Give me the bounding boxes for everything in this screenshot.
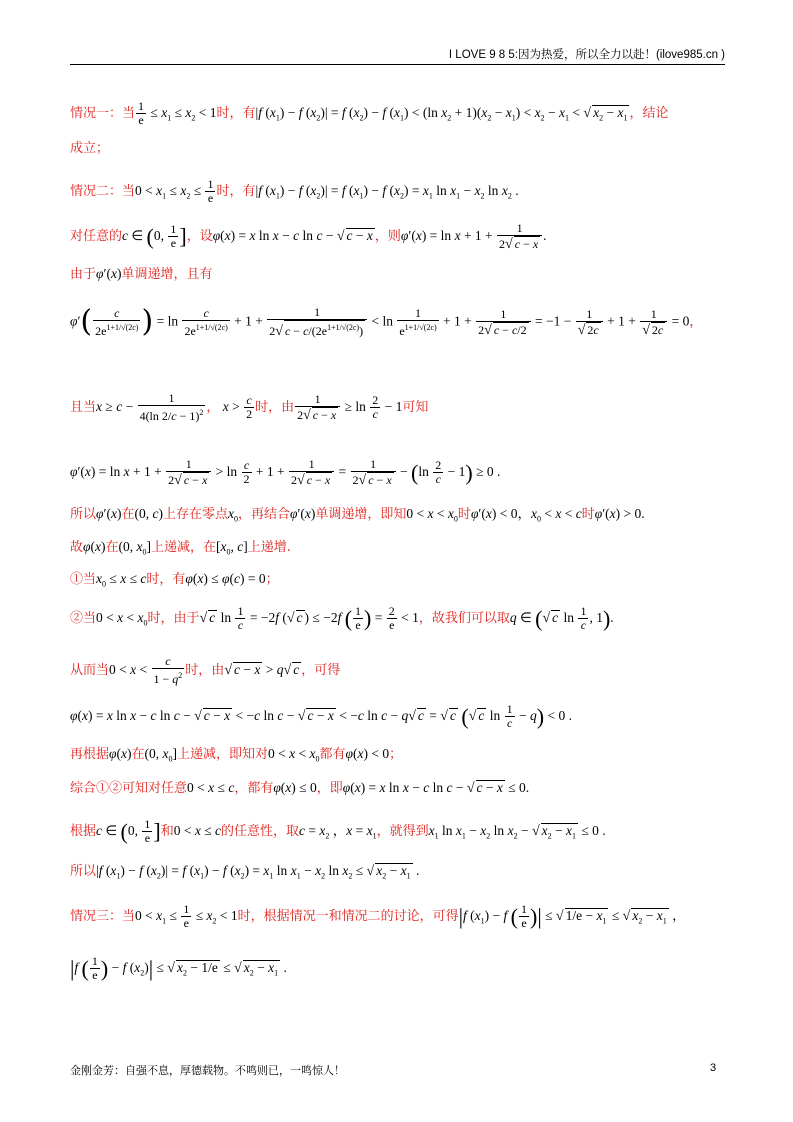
again-line: 再根据φ(x)在(0, $x_0$]上递减，即知对$0 < x < x_0$都有φ(x) < 0；: [70, 746, 403, 764]
phi-negative-line: φ(x) = x ln x − c ln c − √ c − x < −c ln c − √ c − x < −c ln c − q√ c = √ c (√ c ln $\frac{1}{c}$ − q) < 0 .: [70, 702, 572, 730]
case1-holds: 成立；: [70, 141, 110, 156]
page-number: 3: [710, 1062, 717, 1074]
arbitrary-line: 根据c ∈ (0, $\frac{1}{e}$ ]和0 < x ≤ c的任意性，取$c = x_2$ ，$x = x_1$，就得到$x_1$ $\ln x_1 - x_2$ $\ln x_2$ − √ $x_2 - x_1 \le 0$ .: [70, 817, 606, 845]
hence-line: 从而当0 < x < $\frac{c}{1 - q^2}$ 时，由√ c − x > q√ c ，可得: [70, 654, 341, 686]
case3-line: 情况三：当$0 < x_1$ ≤ $\frac{1}{e}$ ≤ $x_2 < 1$时，根据情况一和情况二的讨论，可得|f $(x_1) - f$ ( $\frac{1}{e}$ )| ≤ √ $1/e - x_1$ ≤ √ $x_2 - x_1$ ，: [70, 902, 686, 930]
zero-point-line: 所以φ′(x)在(0, c)上存在零点$x_0$，再结合φ′(x)单调递增，即知$0 < x < x_0$时φ′(x) < 0，$x_0 < x < c$时φ′(x) > 0.: [70, 506, 645, 524]
therefore-line: 所以|f $(x_1) - f$ $(x_2)| = f$ $(x_1) - f$ $(x_2) = x_1$ $\ln x_1 - x_2$ $\ln x_2$ ≤ √ $x_2 - x_1$ .: [70, 862, 730, 886]
derivative-positive-line: φ′(x) = ln x + 1 + $\frac{1}{2√ c - x}$ > ln $\frac{c}{2}$ + 1 + $\frac{1}{2√ c - x}$ = $\frac{1}{2√ c - x}$ − (ln $\frac{2}{c}$ − 1) ≥ 0 .: [70, 457, 501, 488]
footer-motto: 金刚金芳：自强不息，厚德载物。不鸣则已，一鸣惊人！: [70, 1065, 345, 1077]
case1-label: 情况一：当: [70, 106, 136, 121]
header-divider: [70, 64, 725, 65]
derivative-estimate: φ′( $\frac{c}{2e^{1+1/√(2c)}}$ ) = ln $\frac{c}{2e^{1+1/√(2c)}}$ + 1 + $\frac{1}{2√ c - c/(2e^{1+1/√(2c)})}$ < ln $\frac{1}{e^{1+1/√(2c)}}$ + 1 + $\frac{1}{2√ c - c/2}$ = −1 − $\frac{1}{√ 2c}$ + 1 + $\frac{1}{√ 2c}$ = 0，: [70, 304, 703, 339]
and-when-line: 且当x ≥ c − $\frac{1}{4(\ln 2/c - 1)^2}$ ， x > $\frac{c}{2}$ 时，由 $\frac{1}{2√ c - x}$ ≥ ln $\frac{2}{c}$ − 1可知: [70, 391, 429, 423]
circle1-line: ①当$x_0 \le x \le c$时，有φ(x) ≤ φ(c) = 0；: [70, 571, 279, 589]
case2-line: 情况二：当$0 < x_1 \le x_2$ ≤ $\frac{1}{e}$ 时，有|f $(x_1) - f$ $(x_2)| = f$ $(x_1) - f$ $(x_2) = x_1$ $\ln x_1 - x_2$ $\ln x_2$ .: [70, 177, 519, 205]
case1-line: 情况一：当 $\frac{1}{e}$ ≤ $x_1 \le x_2 < 1$时，有|f $(x_1) - f$ $(x_2)| = f$ $(x_2) - f$ $(x_1) < (\ln$ $x_2 + 1)(x_2 - x_1) < x_2 - x_1$ < √ $x_2 - x_1$ ，结论: [70, 99, 669, 127]
page-header: I LOVE 9 8 5:因为热爱，所以全力以赴！(ilove985.cn ): [448, 49, 725, 61]
phi-definition-line: 对任意的c ∈ (0, $\frac{1}{e}$ ]，设φ(x) = x ln x − c ln c − √ c − x ，则φ′(x) = ln x + 1 + $\frac{1}{2√ c - x}$ .: [70, 221, 547, 252]
case3-second-line: |f ( $\frac{1}{e}$ ) − f $(x_2)|$ ≤ √ $x_2 - 1/e$ ≤ √ $x_2 - x_1$ .: [70, 954, 287, 982]
increasing-line: 由于φ′(x)单调递增，且有: [70, 266, 213, 282]
monotonic-line: 故φ(x)在(0, $x_0$]上递减，在[$x_0$, c]上递增.: [70, 539, 291, 557]
circle2-line: ②当$0 < x < x_0$时，由于√ c ln $\frac{1}{c}$ = −2f (√ c ) ≤ −2f ( $\frac{1}{e}$ ) = $\frac{2}{e}$ < 1，故我们可以取q ∈ (√ c ln $\frac{1}{c}$ , 1).: [70, 604, 614, 632]
synthesis-line: 综合①②可知对任意0 < x ≤ c，都有φ(x) ≤ 0，即φ(x) = x ln x − c ln c − √ c − x ≤ 0.: [70, 780, 530, 796]
